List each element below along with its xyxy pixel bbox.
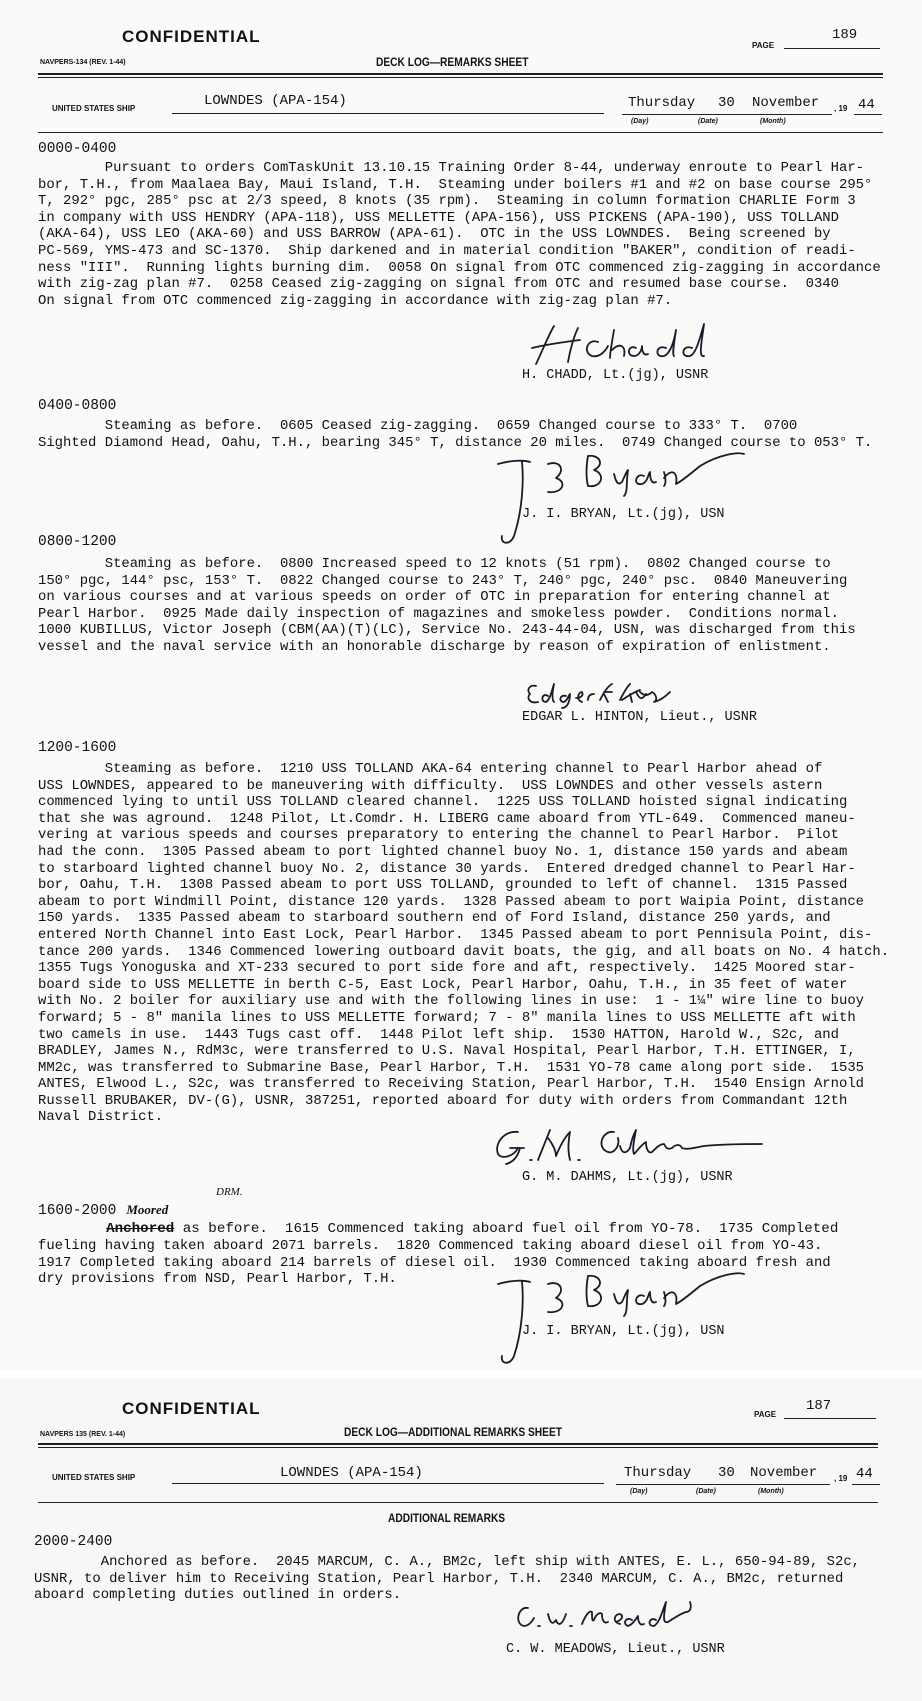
struck-word: Anchored — [106, 1221, 175, 1237]
page-number-line — [784, 1418, 876, 1419]
watch-header-row — [38, 1201, 168, 1219]
watch-time: 1600-2000 — [38, 1203, 117, 1219]
watch-officer-signature: C. W. MEADOWS, Lieut., USNR — [506, 1642, 725, 1657]
confidential-header: CONFIDENTIAL — [122, 1399, 261, 1418]
day-caption: (Day) — [630, 1488, 648, 1495]
month-caption: (Month) — [758, 1488, 784, 1495]
watch-officer-signature: G. M. DAHMS, Lt.(jg), USNR — [522, 1170, 733, 1185]
handwritten-initials: DRM. — [216, 1186, 243, 1198]
day-caption: (Day) — [631, 118, 649, 125]
section-title: ADDITIONAL REMARKS — [388, 1511, 506, 1525]
year-prefix: , 19 — [834, 1474, 848, 1483]
watch-officer-signature: EDGAR L. HINTON, Lieut., USNR — [522, 710, 757, 725]
page-number: 187 — [806, 1398, 832, 1414]
handwritten-signature — [484, 1126, 764, 1166]
form-code: NAVPERS 135 (REV. 1-44) — [40, 1431, 126, 1438]
year-line — [854, 114, 882, 115]
watch-entry-text: Steaming as before. 0800 Increased speed to 12 knots (51 rpm). 0802 Changed course to 150° pgc, 144° psc, 153° T. 0822 Changed course to 243° T, 240° pgc, 240° psc. 0840 Maneuvering on various courses and at various speeds on order of OTC in preparation for entering channel at Pearl Harbor. 0925 Made daily inspection of magazines and smokeless powder. Conditions normal. 1000 KUBILLUS, Victor Joseph (CBM(AA)(T)(LC), Service No. 243-44-04, USN, was discharged from this vessel and the naval service with an honorable discharge by reason of expiration of enlistment. — [38, 556, 856, 655]
page-number-line — [784, 48, 880, 49]
handwritten-signature — [488, 452, 748, 552]
log-date: 30 — [718, 95, 735, 111]
page-label: PAGE — [754, 1410, 777, 1419]
watch-time: 1200-1600 — [38, 740, 117, 756]
log-date: 30 — [718, 1465, 735, 1481]
ship-label: UNITED STATES SHIP — [52, 1473, 136, 1482]
log-year: 44 — [856, 1466, 873, 1482]
year-prefix: , 19 — [834, 104, 848, 113]
handwritten-signature — [522, 680, 672, 710]
ship-name-line — [172, 1483, 604, 1484]
watch-time: 0000-0400 — [38, 141, 117, 157]
watch-officer-signature: J. I. BRYAN, Lt.(jg), USN — [522, 507, 725, 522]
header-rule-thin — [38, 1447, 878, 1448]
log-day: Thursday — [624, 1465, 692, 1481]
watch-first-line-text: as before. 1615 Commenced taking aboard fuel oil from YO-78. 1735 Completed — [174, 1221, 839, 1237]
handwritten-correction: Moored — [126, 1202, 169, 1217]
ship-name-line — [172, 113, 604, 114]
log-month: November — [750, 1465, 818, 1481]
sheet-separator — [0, 1370, 922, 1378]
date-line — [622, 114, 832, 115]
confidential-header: CONFIDENTIAL — [122, 27, 261, 46]
watch-time: 0800-1200 — [38, 534, 117, 550]
watch-entry-text: fueling having taken aboard 2071 barrels. 1820 Commenced taking aboard diesel oil from YO-43. 1917 Completed taking aboard 214 barrels of diesel oil. 1930 Commenced taking aboard fresh and dry provisions from NSD, Pearl Harbor, T.H. — [38, 1238, 831, 1288]
watch-entry-text: Anchored as before. 2045 MARCUM, C. A., BM2c, left ship with ANTES, E. L., 650-94-89, S2c, USNR, to deliver him to Receiving Station, Pearl Harbor, T.H. 2340 MARCUM, C. A., BM2c, returned aboard completing duties outlined in orders. — [34, 1554, 861, 1604]
log-day: Thursday — [628, 95, 696, 111]
deck-log-additional-remarks-sheet — [0, 1378, 922, 1701]
watch-entry-text: Steaming as before. 1210 USS TOLLAND AKA-64 entering channel to Pearl Harbor ahead of USS LOWNDES, appeared to be maneuvering with difficulty. USS LOWNDES and other vessels astern commenced lying to until USS TOLLAND cleared channel. 1225 USS TOLLAND hoisted signal indicating that she was aground. 1248 Pilot, Lt.Comdr. H. LIBERG came aboard from YTL-649. Commenced maneu- vering at various speeds and courses preparatory to entering the channel to Pearl Harbor. Pilot had the conn. 1305 Passed abeam to port lighted channel buoy No. 1, distance 150 yards and abeam to starboard lighted channel buoy No. 2, distance 30 yards. Entered dredged channel to Pearl Har- bor, Oahu, T.H. 1308 Passed abeam to port USS TOLLAND, grounded to left of channel. 1315 Passed abeam to port Windmill Point, distance 120 yards. 1328 Passed abeam to port Waipia Point, distance 150 yards. 1335 Passed abeam to starboard southern end of Ford Island, distance 250 yards, and entered North Channel into East Lock, Pearl Harbor. 1345 Passed abeam to port Pennisula Point, dis- tance 200 yards. 1346 Commenced lowering outboard davit boats, the gig, and all boats on No. 4 hatch. 1355 Tugs Yonoguska and XT-233 secured to port side fore and aft, respectively. 1425 Moored star- board side to USS MELLETTE in berth C-5, East Lock, Pearl Harbor, Oahu, T.H., in 35 feet of water with No. 2 boiler for auxiliary use and with the following lines in use: 1 - 1¼" wire line to buoy forward; 5 - 8" manila lines to USS MELLETTE forward; 7 - 8" manila lines to USS MELLETTE aft with two camels in use. 1443 Tugs cast off. 1448 Pilot left ship. 1530 HATTON, Harold W., S2c, and BRADLEY, James N., RdM3c, were transferred to U.S. Naval Hospital, Pearl Harbor, T.H. ETTINGER, I, MM2c, was transferred to Submarine Base, Pearl Harbor, T.H. 1531 YO-78 came along port side. 1535 ANTES, Elwood L., S2c, was transferred to Receiving Station, Pearl Harbor, T.H. 1540 Ensign Arnold Russell BRUBAKER, DV-(G), USNR, 387251, reported aboard for duty with orders from Commandant 12th Naval District. — [38, 761, 890, 1126]
watch-entry-text: Steaming as before. 0605 Ceased zig-zagging. 0659 Changed course to 333° T. 0700 Sighted Diamond Head, Oahu, T.H., bearing 345° T, distance 20 miles. 0749 Changed course to 053° T. — [38, 418, 873, 451]
header-rule — [38, 1443, 878, 1445]
log-year: 44 — [858, 97, 875, 113]
date-caption: (Date) — [698, 118, 718, 125]
watch-first-line — [38, 1221, 838, 1237]
header-rule — [38, 73, 883, 75]
watch-time: 0400-0800 — [38, 398, 117, 414]
page-label: PAGE — [752, 41, 775, 50]
handwritten-signature — [488, 1272, 748, 1372]
ship-name: LOWNDES (APA-154) — [280, 1465, 423, 1481]
watch-entry-text: Pursuant to orders ComTaskUnit 13.10.15 Training Order 8-44, underway enroute to Pearl Har- bor, T.H., from Maalaea Bay, Maui Island, T.H. Steaming under boilers #1 and #2 on base course 295° T, 292° pgc, 285° psc at 2/3 speed, 8 knots (35 rpm). Steaming in column formation CHARLIE Form 3 in company with USS HENDRY (APA-118), USS MELLETTE (APA-156), USS PICKENS (APA-190), USS TOLLAND (AKA-64), USS LEO (AKA-60) and USS BARROW (APA-61). OTC in the USS LOWNDES. Being screened by PC-569, YMS-473 and SC-1370. Ship darkened and in material condition "BAKER", condition of readi- ness "III". Running lights burning dim. 0058 On signal from OTC commenced zig-zagging in accordance with zig-zag plan #7. 0258 Ceased zig-zagging on signal from OTC and resumed base course. 0340 On signal from OTC commenced zig-zagging in accordance with zig-zag plan #7. — [38, 160, 881, 309]
year-line — [852, 1484, 880, 1485]
watch-officer-signature: J. I. BRYAN, Lt.(jg), USN — [522, 1324, 725, 1339]
month-caption: (Month) — [760, 118, 786, 125]
ship-name: LOWNDES (APA-154) — [204, 93, 347, 109]
date-line — [616, 1484, 830, 1485]
date-rule — [38, 132, 883, 133]
page-number: 189 — [832, 27, 858, 43]
handwritten-signature — [528, 322, 728, 372]
form-title: DECK LOG—REMARKS SHEET — [376, 55, 529, 69]
form-code: NAVPERS-134 (REV. 1-44) — [40, 59, 126, 66]
date-rule — [38, 1502, 878, 1503]
date-caption: (Date) — [696, 1488, 716, 1495]
ship-label: UNITED STATES SHIP — [52, 104, 136, 113]
watch-officer-signature: H. CHADD, Lt.(jg), USNR — [522, 368, 709, 383]
handwritten-signature — [512, 1598, 702, 1638]
form-title: DECK LOG—ADDITIONAL REMARKS SHEET — [344, 1425, 562, 1439]
watch-time: 2000-2400 — [34, 1534, 113, 1550]
header-rule-thin — [38, 77, 883, 78]
log-month: November — [752, 95, 820, 111]
